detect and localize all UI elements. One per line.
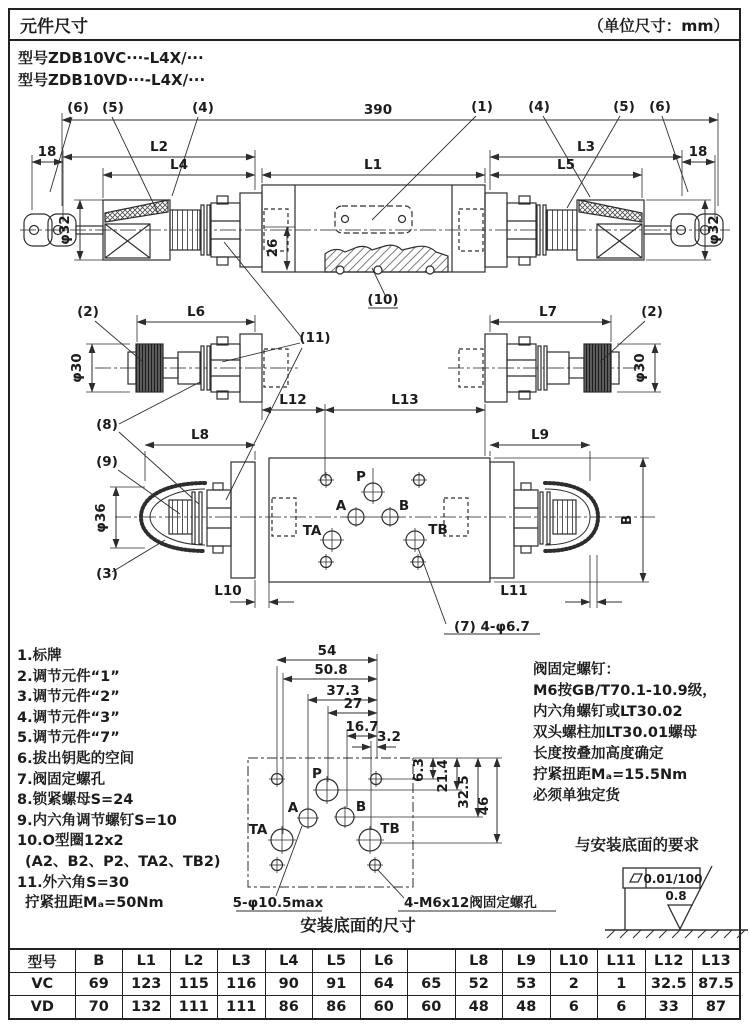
port-label-TA: TA [302,523,322,539]
note-line: 长度按叠加高度确定 [533,746,664,762]
col-header: L9 [503,949,551,973]
dim-value: 123 [123,973,171,996]
callout-1: (1) [471,99,493,115]
parts-list-item: (A2、B2、P2、TA2、TB2) [25,853,221,870]
col-header: L8 [455,949,503,973]
callout-6-right: (6) [649,99,671,115]
adjuster-view-linework [95,334,645,402]
dim-46: 46 [476,796,492,816]
mounting-labels [233,643,538,935]
dim-L1: L1 [364,157,382,173]
port-label-A: A [335,498,347,514]
parts-list [17,646,221,914]
callout-2-left: (2) [77,304,99,320]
callout-11: (11) [299,330,331,346]
col-header: L2 [170,949,218,973]
surface-requirement-title: 与安装底面的要求 [575,836,700,854]
plan-view-linework [115,458,655,582]
dim-18-right: 18 [688,144,708,160]
mounting-port-A: A [287,800,299,816]
note-line: 内六角螺钉或LT30.02 [533,704,683,720]
unit-note: （单位尺寸：mm） [588,16,729,35]
parts-list-item: 3.调节元件“2” [17,689,120,706]
mounting-dimensions [236,654,556,911]
dim-phi32-right: φ32 [706,215,722,245]
col-header [408,949,456,973]
col-header: L13 [693,949,741,973]
dim-phi30-right: φ30 [632,353,648,383]
dim-value: 70 [75,996,123,1020]
note-line: M6按GB/T70.1-10.9级， [533,683,717,699]
dim-L2: L2 [150,139,168,155]
mounting-port-B: B [355,799,367,815]
dim-value: 90 [265,973,313,996]
dim-value: 65 [408,973,456,996]
parts-list-item: 11.外六角S=30 [17,874,129,891]
parts-list-item: 5.调节元件“7” [17,730,120,747]
callout-10: (10) [367,292,399,308]
dim-value: 60 [360,996,408,1020]
dim-3-2: 3.2 [377,729,401,745]
port-label-B: B [398,498,410,514]
dim-26: 26 [265,238,281,258]
parts-list-item: 4.调节元件“3” [17,709,120,726]
dim-value: 1 [598,973,646,996]
knurled-knob [584,344,611,392]
dim-390: 390 [363,102,393,118]
dim-27: 27 [343,696,363,712]
mounting-port-TA: TA [248,822,268,838]
dim-L3: L3 [577,139,595,155]
dim-value: 52 [455,973,503,996]
col-header: B [75,949,123,973]
dim-54: 54 [317,643,337,659]
dim-value: 86 [265,996,313,1020]
dim-value: 87.5 [693,973,741,996]
dim-16-7: 16.7 [345,719,379,735]
dim-value: 116 [218,973,266,996]
nameplate [335,206,412,233]
dim-B: B [619,514,635,526]
dim-value: 111 [218,996,266,1020]
note-line: 阀固定螺钉： [533,662,620,678]
callout-3: (3) [96,566,118,582]
parts-list-item: 6.拔出钥匙的空间 [17,750,135,767]
model-line-1: 型号ZDB10VC···-L4X/··· [18,49,204,67]
dim-value: 111 [170,996,218,1020]
fixing-screw-notes [533,660,717,807]
parts-list-item: 7.阀固定螺孔 [17,771,106,788]
dim-value: 60 [408,996,456,1020]
roughness-value: 0.8 [665,889,687,903]
dim-L7: L7 [539,304,557,320]
assembly-view-linework [20,185,730,274]
dim-32-5: 32.5 [456,775,472,809]
flatness-value: 0.01/100 [643,872,703,886]
dim-value: 33 [645,996,693,1020]
dim-value: 86 [313,996,361,1020]
dim-L8: L8 [191,427,209,443]
model-cell: VD [9,996,75,1020]
surface-requirement-symbol [605,866,748,938]
dim-phi30-left: φ30 [69,353,85,383]
parts-list-item: 10.O型圈12x2 [17,833,124,850]
parts-list-item: 9.内六角调节螺钉S=10 [17,812,177,829]
fixing-screw-holes-label: 4-M6x12阀固定螺孔 [404,895,537,911]
dim-L6: L6 [187,304,205,320]
dim-6-3: 6.3 [411,758,427,782]
callout-8: (8) [96,417,118,433]
dim-phi32-left: φ32 [57,215,73,245]
dim-L10: L10 [214,583,242,599]
dim-value: 64 [360,973,408,996]
callout-5-left: (5) [102,100,124,116]
flatness-icon [630,874,642,882]
mounting-port-TB: TB [380,821,400,837]
plan-dimensions [110,445,649,634]
dim-value: 87 [693,996,741,1020]
col-header: 型号 [9,949,75,973]
mounting-diagram-title: 安装底面的尺寸 [300,916,416,935]
dim-value: 2 [550,973,598,996]
mounting-port-P: P [312,766,322,782]
callout-5-right: (5) [613,99,635,115]
dim-L13: L13 [391,392,419,408]
page-title: 元件尺寸 [20,17,88,37]
dim-value: 115 [170,973,218,996]
col-header: L4 [265,949,313,973]
note-line: 拧紧扭距Mₐ=15.5Nm [533,767,688,783]
assembly-labels [38,99,722,308]
dim-L4: L4 [170,157,188,173]
dim-value: 53 [503,973,551,996]
dim-18-left: 18 [37,144,57,160]
callout-9: (9) [96,454,118,470]
dim-value: 6 [598,996,646,1020]
dim-value: 69 [75,973,123,996]
callout-7-fixing-holes: (7) 4-φ6.7 [454,619,530,635]
parts-list-item: 8.锁紧螺母S=24 [17,792,134,809]
table-row-vc [9,973,740,996]
note-line: 双头螺柱加LT30.01螺母 [533,725,698,741]
dim-value: 91 [313,973,361,996]
port-label-P: P [356,469,366,485]
dim-value: 6 [550,996,598,1020]
dim-37-3: 37.3 [326,683,360,699]
dim-L11: L11 [500,583,528,599]
table-row-vd [9,996,740,1020]
callout-4-left: (4) [192,100,214,116]
adjuster-dimensions [86,242,661,505]
dim-value: 48 [455,996,503,1020]
col-header: L5 [313,949,361,973]
dim-phi36: φ36 [93,503,109,533]
dim-value: 32.5 [645,973,693,996]
roughness-icon [668,905,692,929]
col-header: L12 [645,949,693,973]
parts-list-item: 1.标牌 [17,648,62,664]
dim-L5: L5 [557,157,575,173]
dim-value: 48 [503,996,551,1020]
table-header-row [9,949,740,973]
col-header: L6 [360,949,408,973]
callout-4-right: (4) [528,99,550,115]
callout-6-left: (6) [67,100,89,116]
dim-50-8: 50.8 [314,662,348,678]
dim-21-4: 21.4 [435,759,451,793]
dimension-table [8,948,741,1020]
col-header: L3 [218,949,266,973]
mounting-holes-label: 5-φ10.5max [232,895,324,911]
port-label-TB: TB [428,522,448,538]
model-line-2: 型号ZDB10VD···-L4X/··· [18,71,206,89]
model-cell: VC [9,973,75,996]
knurled-knob [136,344,163,392]
note-line: 必须单独定货 [533,788,620,804]
dim-value: 132 [123,996,171,1020]
parts-list-item: 2.调节元件“1” [17,668,120,685]
col-header: L1 [123,949,171,973]
parts-list-item: 拧紧扭距Mₐ=50Nm [25,895,164,912]
col-header: L10 [550,949,598,973]
dim-L12: L12 [279,392,307,408]
dim-L9: L9 [531,427,549,443]
col-header: L11 [598,949,646,973]
callout-2-right: (2) [641,304,663,320]
